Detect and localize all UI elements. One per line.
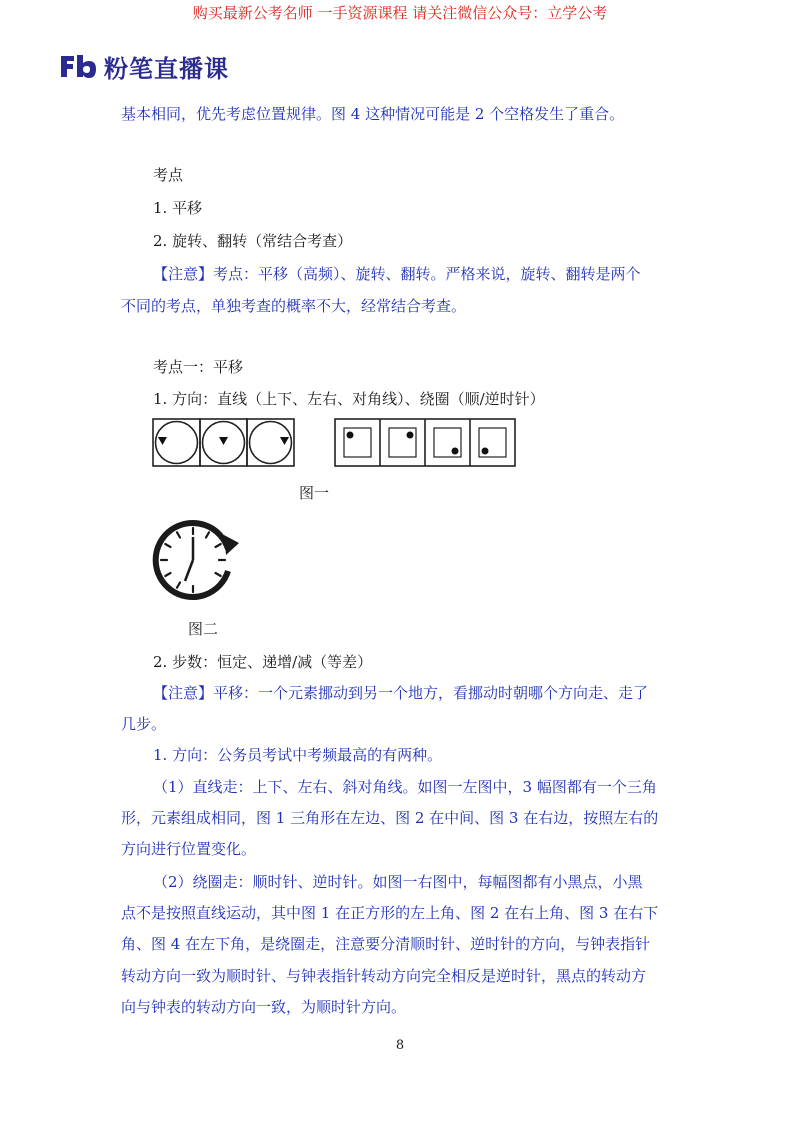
section-heading: 考点一：平移 bbox=[153, 358, 244, 376]
note-line: 几步。 bbox=[121, 715, 167, 733]
top-banner: 购买最新公考名师 一手资源课程 请关注微信公众号：立学公考 bbox=[192, 4, 608, 22]
page-number: 8 bbox=[395, 1038, 405, 1053]
clock-rotation-icon bbox=[148, 515, 240, 601]
figure-1-left-triangles bbox=[152, 418, 297, 468]
note-line: 点不是按照直线运动，其中图 1 在正方形的左上角、图 2 在右上角、图 3 在右下 bbox=[121, 904, 659, 922]
text-line: 2. 步数：恒定、递增/减（等差） bbox=[153, 653, 373, 671]
note-line: （1）直线走：上下、左右、斜对角线。如图一左图中，3 幅图都有一个三角 bbox=[153, 778, 657, 796]
fenbi-logo bbox=[58, 50, 229, 82]
logo-text: 粉笔直播课 bbox=[104, 54, 229, 83]
fb-logo-icon bbox=[58, 52, 98, 80]
note-line: 角、图 4 在左下角，是绕圈走，注意要分清顺时针、逆时针的方向，与钟表指针 bbox=[121, 935, 651, 953]
text-line: 2. 旋转、翻转（常结合考查） bbox=[153, 232, 353, 250]
text-line: 1. 平移 bbox=[153, 199, 203, 217]
note-line: 转动方向一致为顺时针、与钟表指针转动方向完全相反是逆时针，黑点的转动方 bbox=[121, 967, 647, 985]
note-line: 向与钟表的转动方向一致，为顺时针方向。 bbox=[121, 998, 407, 1016]
note-line: 【注意】平移：一个元素挪动到另一个地方，看挪动时朝哪个方向走、走了 bbox=[153, 684, 649, 702]
figure-2-caption: 图二 bbox=[188, 620, 219, 638]
note-line: 1. 方向：公务员考试中考频最高的有两种。 bbox=[153, 746, 443, 764]
note-line: 方向进行位置变化。 bbox=[121, 840, 257, 858]
figure-1-right-dots bbox=[334, 418, 519, 468]
figure-1-caption: 图一 bbox=[299, 484, 330, 502]
note-line: 不同的考点，单独考查的概率不大，经常结合考查。 bbox=[121, 297, 467, 315]
section-heading: 考点 bbox=[153, 166, 184, 184]
note-line: 【注意】考点：平移（高频）、旋转、翻转。严格来说，旋转、翻转是两个 bbox=[153, 265, 641, 283]
text-line: 基本相同，优先考虑位置规律。图 4 这种情况可能是 2 个空格发生了重合。 bbox=[121, 105, 625, 123]
note-line: 形，元素组成相同，图 1 三角形在左边、图 2 在中间、图 3 在右边，按照左右的 bbox=[121, 809, 659, 827]
text-line: 1. 方向：直线（上下、左右、对角线）、绕圈（顺/逆时针） bbox=[153, 390, 545, 408]
note-line: （2）绕圈走：顺时针、逆时针。如图一右图中，每幅图都有小黑点，小黑 bbox=[153, 873, 643, 891]
